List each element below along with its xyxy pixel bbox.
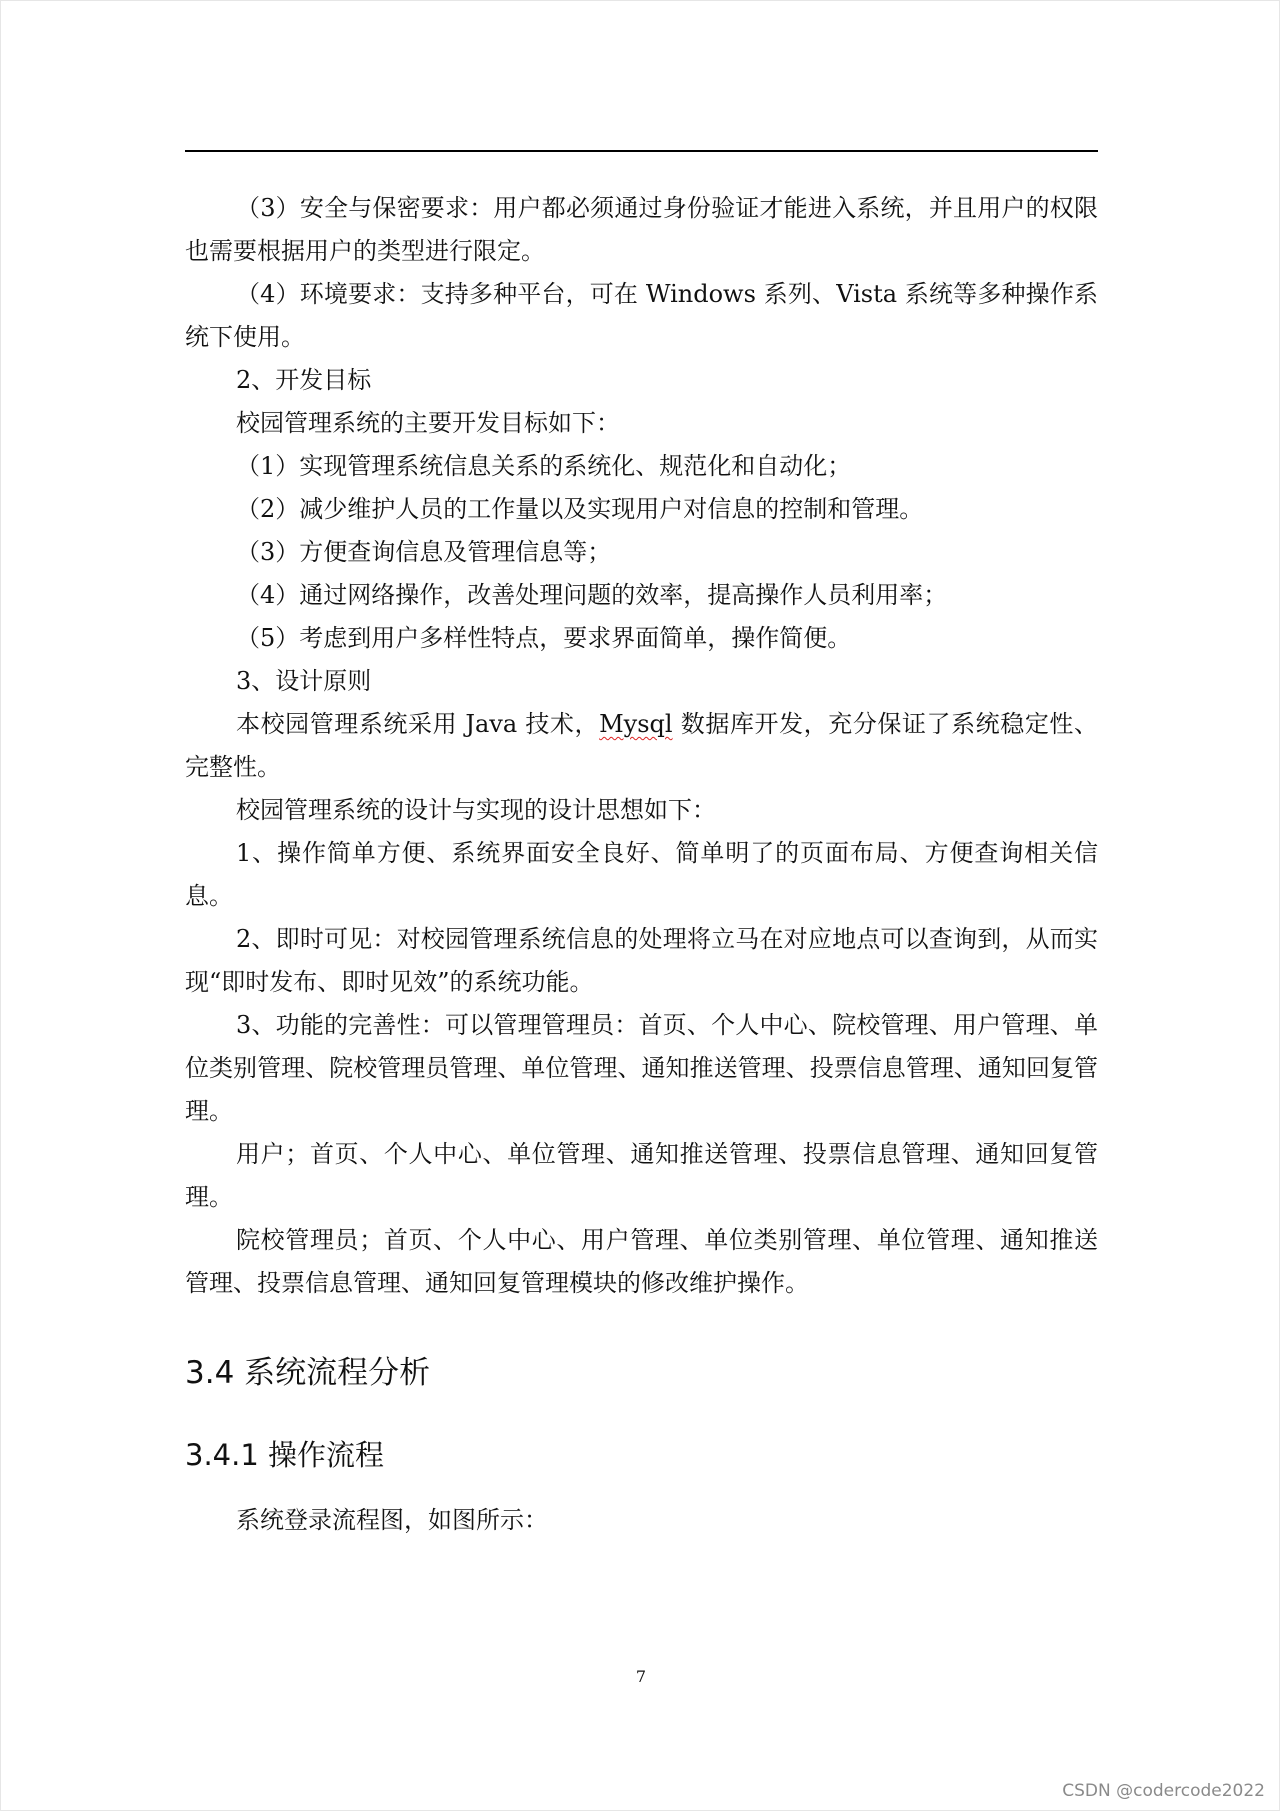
paragraph-idea-3: 3、功能的完善性：可以管理管理员：首页、个人中心、院校管理、用户管理、单位类别管理、院校管理员管理、单位管理、通知推送管理、投票信息管理、通知回复管理。 [185, 1011, 1098, 1125]
section-heading: 3.4 系统流程分析 [185, 1355, 431, 1391]
paragraph-security: （3）安全与保密要求：用户都必须通过身份验证才能进入系统，并且用户的权限也需要根据用户的类型进行限定。 [185, 194, 1098, 265]
paragraph-principle-tech [185, 703, 1098, 789]
principle-text-1: 本校园管理系统采用 Java 技术， [236, 710, 600, 738]
body-text [185, 187, 1098, 1305]
paragraph-goal-5: （5）考虑到用户多样性特点，要求界面简单，操作简便。 [236, 624, 852, 652]
header-rule [185, 150, 1098, 152]
paragraph-environment: （4）环境要求：支持多种平台，可在 Windows 系列、Vista 系统等多种操作系统下使用。 [185, 280, 1098, 351]
paragraph-goal-4: （4）通过网络操作，改善处理问题的效率，提高操作人员利用率； [236, 581, 948, 609]
paragraph-idea-1: 1、操作简单方便、系统界面安全良好、简单明了的页面布局、方便查询相关信息。 [185, 839, 1098, 910]
paragraph-principles-title: 3、设计原则 [236, 667, 372, 695]
paragraph-goal-3: （3）方便查询信息及管理信息等； [236, 538, 612, 566]
paragraph-design-ideas: 校园管理系统的设计与实现的设计思想如下： [236, 796, 716, 824]
paragraph-idea-2: 2、即时可见：对校园管理系统信息的处理将立马在对应地点可以查询到，从而实现“即时发布、即时见效”的系统功能。 [185, 925, 1098, 996]
paragraph-goals-title: 2、开发目标 [236, 366, 372, 394]
after-heading-text [185, 1499, 1098, 1542]
paragraph-goal-2: （2）减少维护人员的工作量以及实现用户对信息的控制和管理。 [236, 495, 924, 523]
mysql-spellcheck-word: Mysql [599, 710, 673, 738]
principle-text-2: 数据库开发，充分保证了系统稳定性、完整性。 [185, 710, 1098, 781]
csdn-watermark: CSDN @codercode2022 [1062, 1781, 1265, 1801]
paragraph-user-functions: 用户；首页、个人中心、单位管理、通知推送管理、投票信息管理、通知回复管理。 [185, 1140, 1098, 1211]
paragraph-goals-intro: 校园管理系统的主要开发目标如下： [236, 409, 620, 437]
page-number: 7 [635, 1667, 647, 1686]
paragraph-admin-functions: 院校管理员；首页、个人中心、用户管理、单位类别管理、单位管理、通知推送管理、投票信息管理、通知回复管理模块的修改维护操作。 [185, 1226, 1098, 1297]
paragraph-goal-1: （1）实现管理系统信息关系的系统化、规范化和自动化； [236, 452, 852, 480]
subsection-heading: 3.4.1 操作流程 [185, 1438, 385, 1472]
paragraph-login-flow: 系统登录流程图，如图所示： [236, 1506, 548, 1534]
